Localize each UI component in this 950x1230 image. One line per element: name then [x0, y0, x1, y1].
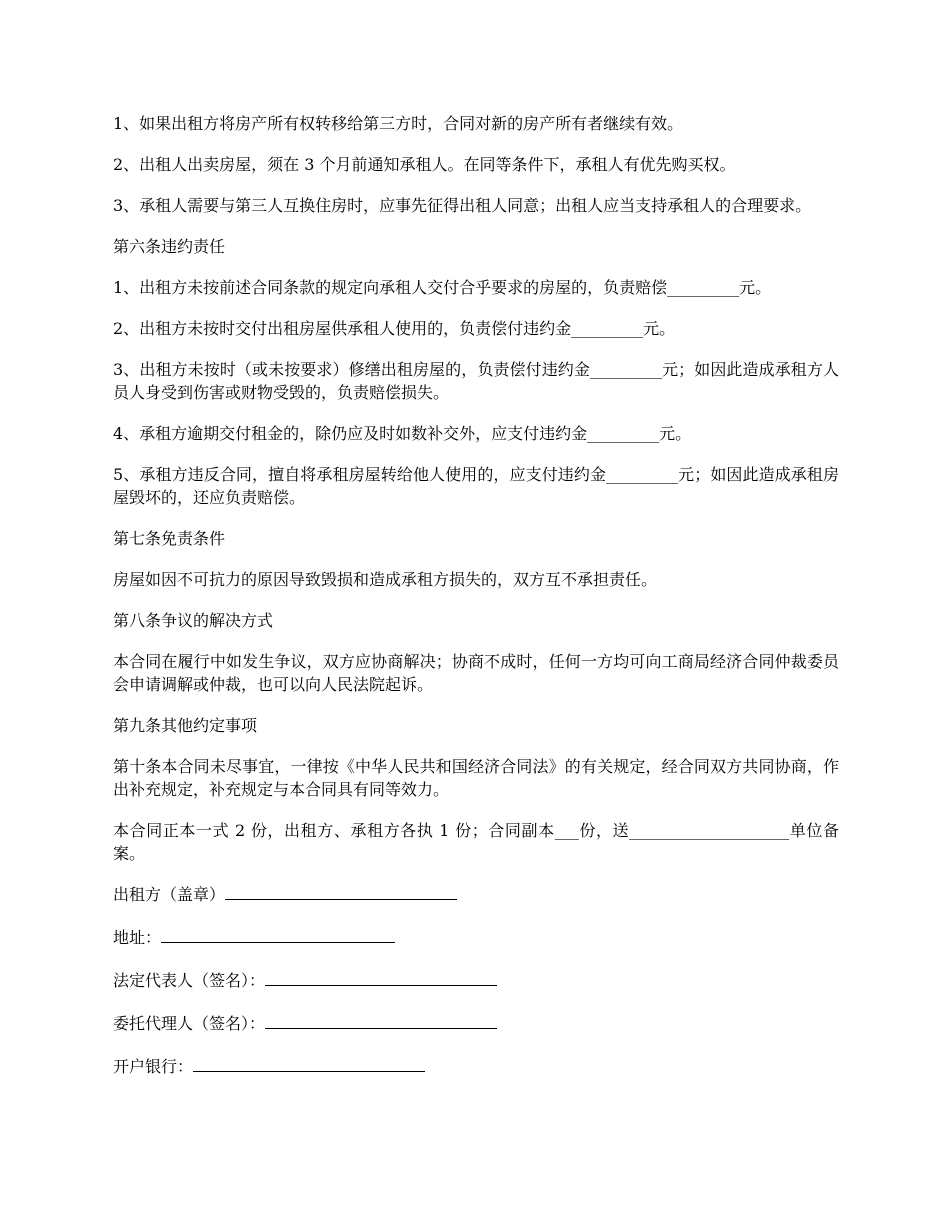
agent-blank [265, 1014, 497, 1029]
contract-page [113, 112, 839, 1098]
clause-paragraph: 第十条本合同未尽事宜，一律按《中华人民共和国经济合同法》的有关规定，经合同双方共同协商，作出补充规定，补充规定与本合同具有同等效力。 [113, 757, 839, 799]
legal-rep-blank [265, 971, 497, 986]
bank-blank [193, 1057, 425, 1072]
address-blank [161, 928, 395, 943]
section-heading: 第八条争议的解决方式 [113, 611, 274, 630]
section-heading: 第七条免责条件 [113, 529, 226, 548]
clause-paragraph: 2、出租人出卖房屋，须在 3 个月前通知承租人。在同等条件下，承租人有优先购买权。 [113, 155, 736, 174]
legal-rep-label: 法定代表人（签名）： [113, 971, 266, 990]
lessor-label: 出租方（盖章） [113, 885, 226, 904]
agent-label: 委托代理人（签名）： [113, 1014, 266, 1033]
clause-paragraph: 1、出租方未按前述合同条款的规定向承租人交付合乎要求的房屋的，负责赔偿_________元。 [113, 278, 772, 297]
section-heading: 第九条其他约定事项 [113, 716, 258, 735]
clause-paragraph: 1、如果出租方将房产所有权转移给第三方时，合同对新的房产所有者继续有效。 [113, 114, 684, 133]
bank-line [113, 1055, 839, 1078]
clause-paragraph: 4、承租方逾期交付租金的，除仍应及时如数补交外，应支付违约金_________元。 [113, 424, 692, 443]
bank-label: 开户银行： [113, 1057, 194, 1076]
clause-paragraph: 5、承租方违反合同，擅自将承租房屋转给他人使用的，应支付违约金_________元；如因此造成承租房屋毁坏的，还应负责赔偿。 [113, 465, 839, 507]
address-line [113, 926, 839, 949]
copies-paragraph: 本合同正本一式 2 份，出租方、承租方各执 1 份；合同副本___份，送____________________单位备案。 [113, 821, 839, 863]
lessor-signature-line [113, 883, 839, 906]
legal-rep-signature-line [113, 969, 839, 992]
clause-paragraph: 房屋如因不可抗力的原因导致毁损和造成承租方损失的，双方互不承担责任。 [113, 570, 658, 589]
clause-paragraph: 2、出租方未按时交付出租房屋供承租人使用的，负责偿付违约金_________元。 [113, 319, 676, 338]
agent-signature-line [113, 1012, 839, 1035]
clause-paragraph: 3、承租人需要与第三人互换住房时，应事先征得出租人同意；出租人应当支持承租人的合理要求。 [113, 196, 812, 215]
clause-paragraph: 本合同在履行中如发生争议，双方应协商解决；协商不成时，任何一方均可向工商局经济合同仲裁委员会申请调解或仲裁，也可以向人民法院起诉。 [113, 652, 839, 694]
lessor-blank [225, 885, 457, 900]
address-label: 地址： [113, 928, 162, 947]
section-heading: 第六条违约责任 [113, 237, 226, 256]
clause-paragraph: 3、出租方未按时（或未按要求）修缮出租房屋的，负责偿付违约金_________元；如因此造成承租方人员人身受到伤害或财物受毁的，负责赔偿损失。 [113, 360, 839, 402]
